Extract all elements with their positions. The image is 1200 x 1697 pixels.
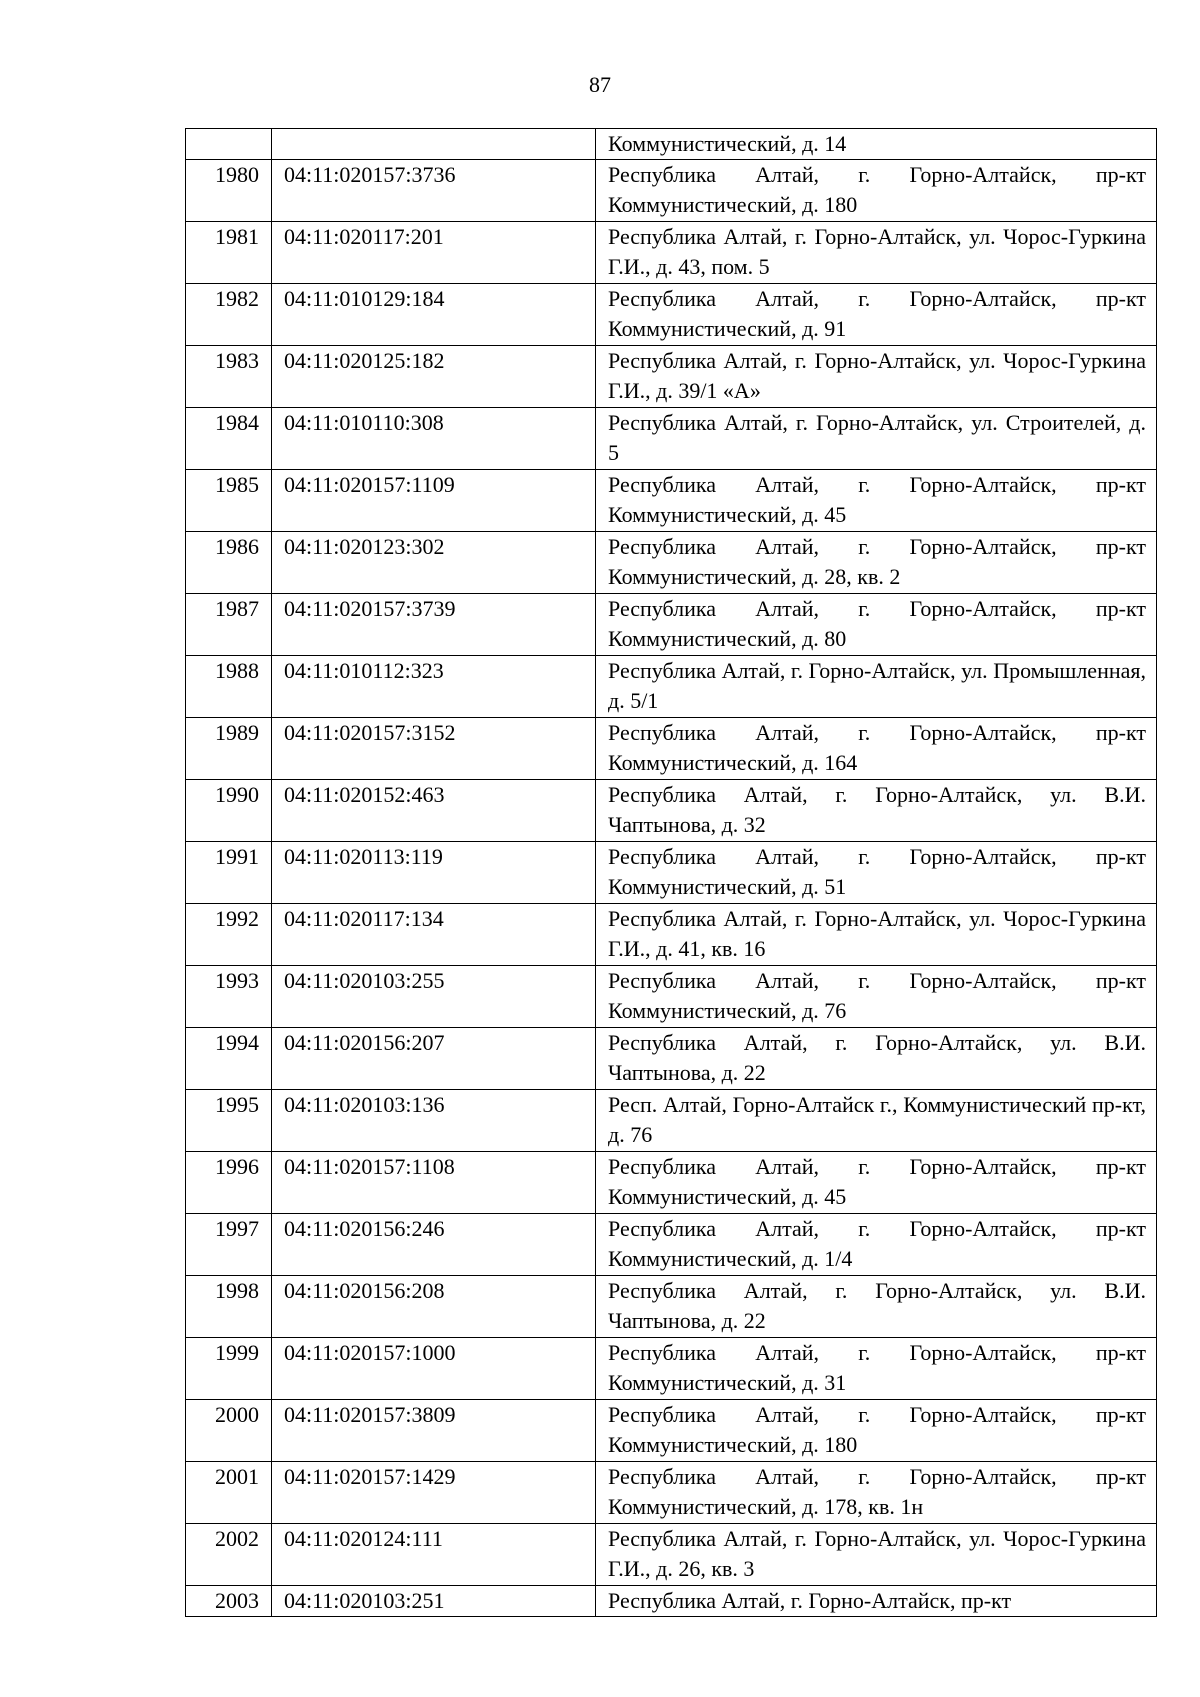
- row-number: 2000: [186, 1400, 272, 1462]
- address: Республика Алтай, г. Горно-Алтайск, пр-кт Коммунистический, д. 51: [596, 842, 1157, 904]
- table-row: [186, 129, 1157, 160]
- table-row: [186, 470, 1157, 532]
- cadastral-number: 04:11:020156:208: [272, 1276, 596, 1338]
- cadastral-number: 04:11:020157:1108: [272, 1152, 596, 1214]
- row-number: 1988: [186, 656, 272, 718]
- row-number: 2001: [186, 1462, 272, 1524]
- table-row: [186, 1586, 1157, 1617]
- cadastral-number: 04:11:020157:3736: [272, 160, 596, 222]
- row-number: [186, 129, 272, 160]
- cadastral-number: 04:11:020113:119: [272, 842, 596, 904]
- address: Республика Алтай, г. Горно-Алтайск, пр-кт Коммунистический, д. 178, кв. 1н: [596, 1462, 1157, 1524]
- row-number: 1984: [186, 408, 272, 470]
- table-row: [186, 1462, 1157, 1524]
- table-row: [186, 1524, 1157, 1586]
- row-number: 2003: [186, 1586, 272, 1617]
- address: Республика Алтай, г. Горно-Алтайск, пр-кт Коммунистический, д. 91: [596, 284, 1157, 346]
- table-row: [186, 780, 1157, 842]
- row-number: 1998: [186, 1276, 272, 1338]
- address: Республика Алтай, г. Горно-Алтайск, пр-кт Коммунистический, д. 45: [596, 1152, 1157, 1214]
- row-number: 1987: [186, 594, 272, 656]
- cadastral-number: 04:11:010112:323: [272, 656, 596, 718]
- row-number: 1990: [186, 780, 272, 842]
- row-number: 1992: [186, 904, 272, 966]
- table-row: [186, 1152, 1157, 1214]
- table-row: [186, 160, 1157, 222]
- address: Республика Алтай, г. Горно-Алтайск, пр-кт Коммунистический, д. 45: [596, 470, 1157, 532]
- row-number: 1986: [186, 532, 272, 594]
- table-row: [186, 1090, 1157, 1152]
- cadastral-number: 04:11:020152:463: [272, 780, 596, 842]
- row-number: 1980: [186, 160, 272, 222]
- table-row: [186, 532, 1157, 594]
- cadastral-number: 04:11:020157:3152: [272, 718, 596, 780]
- address: Республика Алтай, г. Горно-Алтайск, пр-кт Коммунистический, д. 180: [596, 1400, 1157, 1462]
- registry-table: [185, 128, 1157, 1617]
- address: Республика Алтай, г. Горно-Алтайск, ул. В.И. Чаптынова, д. 32: [596, 780, 1157, 842]
- cadastral-number: 04:11:020157:3809: [272, 1400, 596, 1462]
- table-row: [186, 1214, 1157, 1276]
- cadastral-number: 04:11:020124:111: [272, 1524, 596, 1586]
- address: Республика Алтай, г. Горно-Алтайск, ул. Чорос-Гуркина Г.И., д. 39/1 «А»: [596, 346, 1157, 408]
- table-row: [186, 1338, 1157, 1400]
- cadastral-number: 04:11:020103:251: [272, 1586, 596, 1617]
- address: Республика Алтай, г. Горно-Алтайск, пр-кт Коммунистический, д. 76: [596, 966, 1157, 1028]
- address: Республика Алтай, г. Горно-Алтайск, пр-кт Коммунистический, д. 80: [596, 594, 1157, 656]
- address: Республика Алтай, г. Горно-Алтайск, пр-кт Коммунистический, д. 164: [596, 718, 1157, 780]
- table-row: [186, 1400, 1157, 1462]
- table-row: [186, 1028, 1157, 1090]
- row-number: 1985: [186, 470, 272, 532]
- row-number: 1982: [186, 284, 272, 346]
- table-row: [186, 408, 1157, 470]
- cadastral-number: 04:11:020125:182: [272, 346, 596, 408]
- cadastral-number: [272, 129, 596, 160]
- cadastral-number: 04:11:020157:1109: [272, 470, 596, 532]
- table-row: [186, 966, 1157, 1028]
- row-number: 1999: [186, 1338, 272, 1400]
- page-number: 87: [589, 72, 611, 97]
- row-number: 1989: [186, 718, 272, 780]
- cadastral-number: 04:11:020157:1429: [272, 1462, 596, 1524]
- cadastral-number: 04:11:020156:207: [272, 1028, 596, 1090]
- table-row: [186, 222, 1157, 284]
- row-number: 1991: [186, 842, 272, 904]
- cadastral-number: 04:11:010110:308: [272, 408, 596, 470]
- address: Республика Алтай, г. Горно-Алтайск, пр-кт Коммунистический, д. 31: [596, 1338, 1157, 1400]
- row-number: 1996: [186, 1152, 272, 1214]
- table-row: [186, 1276, 1157, 1338]
- address: Республика Алтай, г. Горно-Алтайск, ул. Чорос-Гуркина Г.И., д. 43, пом. 5: [596, 222, 1157, 284]
- table-row: [186, 904, 1157, 966]
- row-number: 1983: [186, 346, 272, 408]
- address: Республика Алтай, г. Горно-Алтайск, ул. Чорос-Гуркина Г.И., д. 26, кв. 3: [596, 1524, 1157, 1586]
- cadastral-number: 04:11:020117:201: [272, 222, 596, 284]
- row-number: 1993: [186, 966, 272, 1028]
- address: Республика Алтай, г. Горно-Алтайск, пр-кт Коммунистический, д. 180: [596, 160, 1157, 222]
- table-row: [186, 346, 1157, 408]
- row-number: 2002: [186, 1524, 272, 1586]
- address: Коммунистический, д. 14: [596, 129, 1157, 160]
- table-row: [186, 594, 1157, 656]
- cadastral-number: 04:11:020103:136: [272, 1090, 596, 1152]
- row-number: 1995: [186, 1090, 272, 1152]
- table-row: [186, 284, 1157, 346]
- address: Республика Алтай, г. Горно-Алтайск, ул. В.И. Чаптынова, д. 22: [596, 1276, 1157, 1338]
- cadastral-number: 04:11:020156:246: [272, 1214, 596, 1276]
- table-row: [186, 718, 1157, 780]
- row-number: 1994: [186, 1028, 272, 1090]
- cadastral-number: 04:11:020117:134: [272, 904, 596, 966]
- row-number: 1997: [186, 1214, 272, 1276]
- address: Республика Алтай, г. Горно-Алтайск, пр-кт Коммунистический, д. 28, кв. 2: [596, 532, 1157, 594]
- table-row: [186, 842, 1157, 904]
- cadastral-number: 04:11:020157:1000: [272, 1338, 596, 1400]
- cadastral-number: 04:11:020123:302: [272, 532, 596, 594]
- cadastral-number: 04:11:010129:184: [272, 284, 596, 346]
- address: Республика Алтай, г. Горно-Алтайск, ул. Чорос-Гуркина Г.И., д. 41, кв. 16: [596, 904, 1157, 966]
- cadastral-number: 04:11:020103:255: [272, 966, 596, 1028]
- address: Респ. Алтай, Горно-Алтайск г., Коммунистический пр-кт, д. 76: [596, 1090, 1157, 1152]
- address: Республика Алтай, г. Горно-Алтайск, ул. Промышленная, д. 5/1: [596, 656, 1157, 718]
- address: Республика Алтай, г. Горно-Алтайск, пр-кт: [596, 1586, 1157, 1617]
- cadastral-number: 04:11:020157:3739: [272, 594, 596, 656]
- address: Республика Алтай, г. Горно-Алтайск, ул. Строителей, д. 5: [596, 408, 1157, 470]
- table-row: [186, 656, 1157, 718]
- row-number: 1981: [186, 222, 272, 284]
- address: Республика Алтай, г. Горно-Алтайск, пр-кт Коммунистический, д. 1/4: [596, 1214, 1157, 1276]
- address: Республика Алтай, г. Горно-Алтайск, ул. В.И. Чаптынова, д. 22: [596, 1028, 1157, 1090]
